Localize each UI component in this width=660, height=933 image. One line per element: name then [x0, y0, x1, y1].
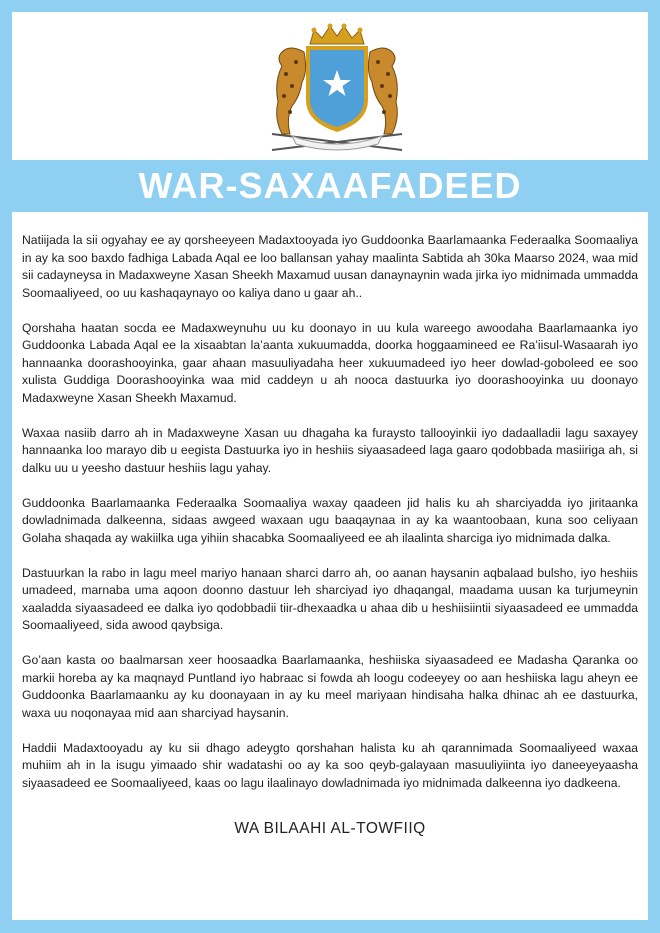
- paragraph-3: Waxaa nasiib darro ah in Madaxweyne Xasan uu dhagaha ka furaysto tallooyinkii iyo dadaalladii lagu saxayey hannaanka loo marayo dib u eegista Dastuurka iyo in heshiis siyaasadeed laga gaaro qodobbada masiiriga ah, si dalku uu u yeesho dastuur heshiis lagu yahay.: [22, 425, 638, 475]
- shield: [306, 46, 368, 132]
- closing-line: WA BILAAHI AL-TOWFIIQ: [234, 820, 426, 837]
- somali-coat-of-arms-icon: [252, 22, 422, 154]
- paragraph-list: [22, 232, 638, 810]
- paragraph-5: Dastuurkan la rabo in lagu meel mariyo hanaan sharci darro ah, oo aanan haysanin aqbalaad bulsho, iyo heshiis umadeed, marnaba uma aqoon doonno dastuur leh sharciyad iyo dhaqangal, maadama uusan ka turjumeynin xaaladda siyaasadeed ee dalka iyo qodobbadii tiir-dhexaadka u ahaa dib u heshiisiintii siyaasadeed ee ummadda Soomaaliyeed, sida awood qaybsiga.: [22, 565, 638, 632]
- page-title: WAR-SAXAAFADEED: [138, 165, 522, 206]
- paragraph-6: Go’aan kasta oo baalmarsan xeer hoosaadka Baarlamaanka, heshiiska siyaasadeed ee Madasha Qaranka oo markii horeba ay ka maqnayd Puntland iyo habraac si fowda ah loogu codeeyey oo aan heshiiska lagu aheyn ee Guddoonka Baarlamaanku ay ku doonayaan in ay ku meel mariyaan hindisaha halka dhinac ah ee dastuurka, waxa uu noqonayaa mid aan sharciyad haysanin.: [22, 653, 638, 720]
- crown: [310, 24, 364, 45]
- emblem-panel: [12, 12, 648, 160]
- left-leopard: [277, 48, 306, 134]
- paragraph-2: Qorshaha haatan socda ee Madaxweynuhu uu ku doonayo in uu kula wareego awoodaha Baarlamaanka iyo Guddoonka Labada Aqal ee la xisaabtan la’aanta xukuumadda, doorka hoggaamineed ee Ra’iisul-Wasaarah iyo hannaanka doorashooyinka, gaar ahaan masuuliyadaha heer xukuumadeed iyo heer dowlad-goboleed ee soo xulista Guddiga Doorashooyinka waa mid caddeyn u ah nooca dastuurka iyo doorashooyinka uu doonayo Madaxweyne Xasan Sheekh Maxamud.: [22, 320, 638, 405]
- paragraph-7: Haddii Madaxtooyadu ay ku sii dhago adeygto qorshahan halista ku ah qarannimada Soomaaliyeed waxaa muhiim ah in la isugu yimaado shir wadatashi oo ay ka soo qeyb-galayaan masuuliyiinta iyo daneeyeyaasha siyaasadeed ee Soomaaliyeed, kaas oo lagu ilaalinayo dowladnimada iyo midnimada dalkeenna iyo dadkeena.: [22, 740, 638, 790]
- paragraph-4: Guddoonka Baarlamaanka Federaalka Soomaaliya waxay qaadeen jid halis ku ah sharciyadda iyo jiritaanka dowladnimada dalkeenna, sidaas awgeed waxaan ugu baaqaynaa in ay ka waantoobaan, kuna soo celiyaan Golaha shaqada ay wakiilka uga yihiin shacabka Soomaaliyeed ee ah ilaalinta sharciga iyo midnimada dalka.: [22, 495, 638, 545]
- press-release-body: [12, 212, 648, 920]
- paragraph-1: Natiijada la sii ogyahay ee ay qorsheeyeen Madaxtooyada iyo Guddoonka Baarlamaanka Federaalka Soomaaliya in ay ka soo baxdo fadhiga Labada Aqal ee loo ballansan yahay maalinta Sabtida ah 30ka Maarso 2024, waa mid sii cadayneysa in Madaxweyne Xasan Sheekh Maxamud uusan danaynaynin wada jirka iyo midnimada ummadda Soomaaliyeed, oo uu kashaqaynayo oo kaliya dano u gaar ah..: [22, 233, 638, 300]
- right-leopard: [368, 48, 397, 134]
